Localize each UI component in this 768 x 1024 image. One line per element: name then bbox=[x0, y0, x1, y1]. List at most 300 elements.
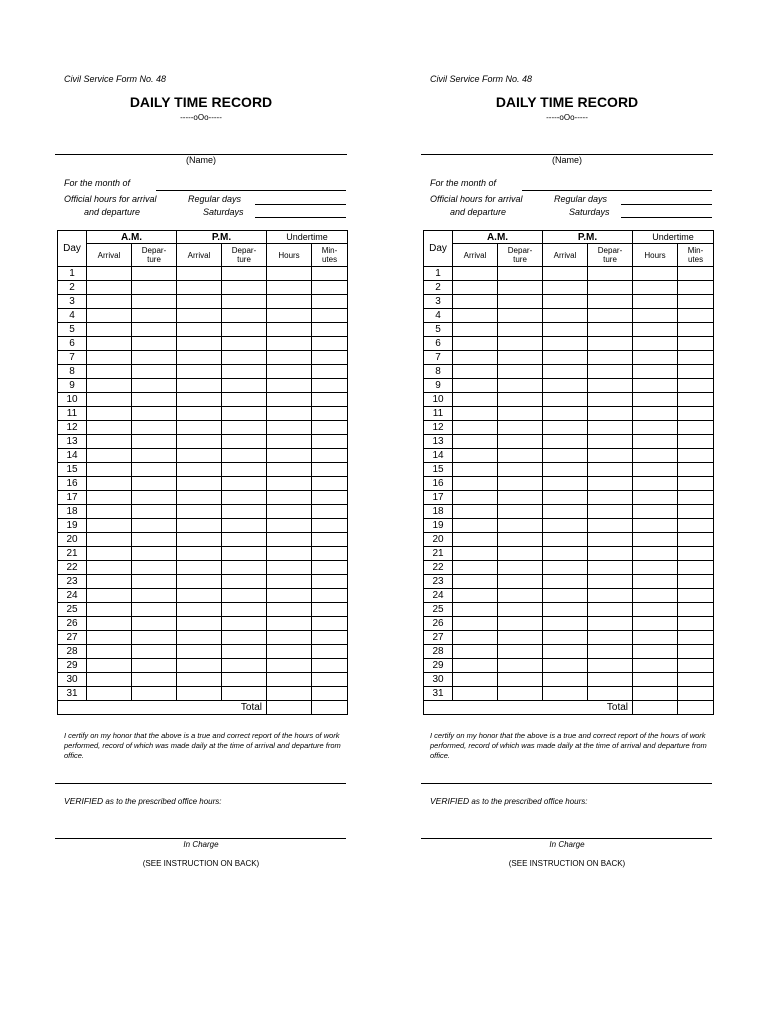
am-departure-cell[interactable] bbox=[132, 421, 177, 435]
pm-arrival-cell[interactable] bbox=[177, 477, 222, 491]
pm-departure-cell[interactable] bbox=[588, 351, 633, 365]
undertime-minutes-cell[interactable] bbox=[312, 449, 348, 463]
undertime-minutes-cell[interactable] bbox=[312, 267, 348, 281]
saturdays-field[interactable] bbox=[621, 217, 712, 218]
undertime-minutes-cell[interactable] bbox=[312, 477, 348, 491]
am-arrival-cell[interactable] bbox=[453, 603, 498, 617]
undertime-hours-cell[interactable] bbox=[633, 295, 678, 309]
employee-signature-line[interactable] bbox=[421, 783, 712, 784]
pm-departure-cell[interactable] bbox=[588, 575, 633, 589]
am-arrival-cell[interactable] bbox=[87, 603, 132, 617]
am-arrival-cell[interactable] bbox=[87, 645, 132, 659]
pm-departure-cell[interactable] bbox=[588, 365, 633, 379]
undertime-minutes-cell[interactable] bbox=[678, 449, 714, 463]
undertime-hours-cell[interactable] bbox=[267, 435, 312, 449]
undertime-minutes-cell[interactable] bbox=[678, 295, 714, 309]
in-charge-signature-line[interactable] bbox=[55, 838, 346, 839]
am-arrival-cell[interactable] bbox=[87, 393, 132, 407]
undertime-hours-cell[interactable] bbox=[633, 589, 678, 603]
am-departure-cell[interactable] bbox=[498, 393, 543, 407]
am-departure-cell[interactable] bbox=[498, 295, 543, 309]
am-arrival-cell[interactable] bbox=[87, 631, 132, 645]
am-arrival-cell[interactable] bbox=[453, 281, 498, 295]
pm-arrival-cell[interactable] bbox=[543, 393, 588, 407]
total-hours-cell[interactable] bbox=[267, 701, 312, 715]
undertime-minutes-cell[interactable] bbox=[312, 337, 348, 351]
am-arrival-cell[interactable] bbox=[87, 617, 132, 631]
pm-departure-cell[interactable] bbox=[222, 519, 267, 533]
undertime-hours-cell[interactable] bbox=[633, 491, 678, 505]
pm-arrival-cell[interactable] bbox=[543, 589, 588, 603]
am-departure-cell[interactable] bbox=[498, 351, 543, 365]
pm-departure-cell[interactable] bbox=[222, 295, 267, 309]
am-arrival-cell[interactable] bbox=[453, 673, 498, 687]
pm-arrival-cell[interactable] bbox=[543, 659, 588, 673]
undertime-minutes-cell[interactable] bbox=[678, 533, 714, 547]
pm-arrival-cell[interactable] bbox=[177, 407, 222, 421]
pm-departure-cell[interactable] bbox=[222, 407, 267, 421]
pm-departure-cell[interactable] bbox=[588, 631, 633, 645]
pm-arrival-cell[interactable] bbox=[177, 491, 222, 505]
am-arrival-cell[interactable] bbox=[453, 505, 498, 519]
undertime-minutes-cell[interactable] bbox=[312, 365, 348, 379]
pm-arrival-cell[interactable] bbox=[177, 589, 222, 603]
pm-departure-cell[interactable] bbox=[588, 491, 633, 505]
am-arrival-cell[interactable] bbox=[87, 351, 132, 365]
am-departure-cell[interactable] bbox=[498, 505, 543, 519]
total-minutes-cell[interactable] bbox=[678, 701, 714, 715]
am-departure-cell[interactable] bbox=[132, 323, 177, 337]
pm-arrival-cell[interactable] bbox=[177, 393, 222, 407]
pm-departure-cell[interactable] bbox=[588, 393, 633, 407]
pm-arrival-cell[interactable] bbox=[543, 533, 588, 547]
undertime-minutes-cell[interactable] bbox=[312, 435, 348, 449]
am-departure-cell[interactable] bbox=[132, 407, 177, 421]
am-arrival-cell[interactable] bbox=[87, 561, 132, 575]
am-arrival-cell[interactable] bbox=[453, 659, 498, 673]
undertime-hours-cell[interactable] bbox=[267, 393, 312, 407]
am-departure-cell[interactable] bbox=[132, 477, 177, 491]
undertime-hours-cell[interactable] bbox=[267, 505, 312, 519]
pm-departure-cell[interactable] bbox=[222, 505, 267, 519]
month-field[interactable] bbox=[156, 190, 346, 191]
pm-arrival-cell[interactable] bbox=[543, 351, 588, 365]
am-arrival-cell[interactable] bbox=[453, 589, 498, 603]
am-departure-cell[interactable] bbox=[498, 337, 543, 351]
am-departure-cell[interactable] bbox=[132, 645, 177, 659]
pm-arrival-cell[interactable] bbox=[177, 519, 222, 533]
pm-departure-cell[interactable] bbox=[588, 659, 633, 673]
pm-arrival-cell[interactable] bbox=[543, 309, 588, 323]
undertime-minutes-cell[interactable] bbox=[312, 561, 348, 575]
undertime-minutes-cell[interactable] bbox=[312, 351, 348, 365]
am-arrival-cell[interactable] bbox=[453, 463, 498, 477]
undertime-hours-cell[interactable] bbox=[267, 673, 312, 687]
pm-arrival-cell[interactable] bbox=[543, 267, 588, 281]
pm-arrival-cell[interactable] bbox=[543, 561, 588, 575]
undertime-minutes-cell[interactable] bbox=[678, 365, 714, 379]
undertime-hours-cell[interactable] bbox=[267, 659, 312, 673]
pm-arrival-cell[interactable] bbox=[543, 295, 588, 309]
pm-departure-cell[interactable] bbox=[222, 561, 267, 575]
undertime-hours-cell[interactable] bbox=[633, 547, 678, 561]
undertime-minutes-cell[interactable] bbox=[312, 295, 348, 309]
am-departure-cell[interactable] bbox=[132, 463, 177, 477]
undertime-hours-cell[interactable] bbox=[267, 603, 312, 617]
undertime-hours-cell[interactable] bbox=[267, 631, 312, 645]
undertime-minutes-cell[interactable] bbox=[312, 393, 348, 407]
pm-departure-cell[interactable] bbox=[222, 281, 267, 295]
pm-arrival-cell[interactable] bbox=[177, 351, 222, 365]
pm-arrival-cell[interactable] bbox=[177, 267, 222, 281]
undertime-hours-cell[interactable] bbox=[267, 575, 312, 589]
pm-arrival-cell[interactable] bbox=[543, 673, 588, 687]
am-arrival-cell[interactable] bbox=[87, 435, 132, 449]
pm-departure-cell[interactable] bbox=[222, 547, 267, 561]
am-departure-cell[interactable] bbox=[498, 421, 543, 435]
am-arrival-cell[interactable] bbox=[87, 673, 132, 687]
pm-arrival-cell[interactable] bbox=[543, 421, 588, 435]
undertime-minutes-cell[interactable] bbox=[312, 673, 348, 687]
am-departure-cell[interactable] bbox=[498, 379, 543, 393]
undertime-hours-cell[interactable] bbox=[633, 463, 678, 477]
pm-arrival-cell[interactable] bbox=[177, 547, 222, 561]
am-departure-cell[interactable] bbox=[132, 533, 177, 547]
am-arrival-cell[interactable] bbox=[453, 449, 498, 463]
undertime-hours-cell[interactable] bbox=[267, 589, 312, 603]
undertime-minutes-cell[interactable] bbox=[678, 281, 714, 295]
undertime-minutes-cell[interactable] bbox=[312, 407, 348, 421]
undertime-minutes-cell[interactable] bbox=[678, 337, 714, 351]
am-departure-cell[interactable] bbox=[132, 379, 177, 393]
am-arrival-cell[interactable] bbox=[453, 295, 498, 309]
undertime-hours-cell[interactable] bbox=[633, 561, 678, 575]
am-departure-cell[interactable] bbox=[132, 631, 177, 645]
undertime-minutes-cell[interactable] bbox=[678, 435, 714, 449]
pm-departure-cell[interactable] bbox=[588, 673, 633, 687]
pm-departure-cell[interactable] bbox=[588, 309, 633, 323]
am-departure-cell[interactable] bbox=[498, 659, 543, 673]
pm-departure-cell[interactable] bbox=[588, 687, 633, 701]
undertime-hours-cell[interactable] bbox=[267, 561, 312, 575]
undertime-minutes-cell[interactable] bbox=[678, 575, 714, 589]
am-arrival-cell[interactable] bbox=[453, 393, 498, 407]
undertime-hours-cell[interactable] bbox=[267, 379, 312, 393]
in-charge-signature-line[interactable] bbox=[421, 838, 712, 839]
undertime-minutes-cell[interactable] bbox=[312, 491, 348, 505]
undertime-hours-cell[interactable] bbox=[267, 337, 312, 351]
am-departure-cell[interactable] bbox=[132, 617, 177, 631]
pm-arrival-cell[interactable] bbox=[543, 645, 588, 659]
pm-departure-cell[interactable] bbox=[588, 421, 633, 435]
undertime-minutes-cell[interactable] bbox=[312, 505, 348, 519]
total-hours-cell[interactable] bbox=[633, 701, 678, 715]
am-arrival-cell[interactable] bbox=[453, 337, 498, 351]
pm-departure-cell[interactable] bbox=[588, 477, 633, 491]
pm-departure-cell[interactable] bbox=[222, 351, 267, 365]
am-arrival-cell[interactable] bbox=[453, 561, 498, 575]
am-arrival-cell[interactable] bbox=[87, 337, 132, 351]
am-departure-cell[interactable] bbox=[132, 281, 177, 295]
undertime-hours-cell[interactable] bbox=[267, 267, 312, 281]
undertime-hours-cell[interactable] bbox=[633, 393, 678, 407]
am-departure-cell[interactable] bbox=[132, 687, 177, 701]
am-arrival-cell[interactable] bbox=[453, 547, 498, 561]
pm-departure-cell[interactable] bbox=[588, 645, 633, 659]
am-arrival-cell[interactable] bbox=[453, 491, 498, 505]
undertime-hours-cell[interactable] bbox=[633, 309, 678, 323]
am-arrival-cell[interactable] bbox=[453, 575, 498, 589]
undertime-minutes-cell[interactable] bbox=[312, 547, 348, 561]
pm-departure-cell[interactable] bbox=[222, 421, 267, 435]
am-arrival-cell[interactable] bbox=[87, 575, 132, 589]
am-departure-cell[interactable] bbox=[132, 351, 177, 365]
am-arrival-cell[interactable] bbox=[453, 631, 498, 645]
pm-arrival-cell[interactable] bbox=[177, 505, 222, 519]
pm-departure-cell[interactable] bbox=[222, 309, 267, 323]
undertime-hours-cell[interactable] bbox=[633, 631, 678, 645]
pm-arrival-cell[interactable] bbox=[543, 407, 588, 421]
undertime-minutes-cell[interactable] bbox=[312, 659, 348, 673]
am-departure-cell[interactable] bbox=[498, 561, 543, 575]
am-departure-cell[interactable] bbox=[498, 449, 543, 463]
pm-departure-cell[interactable] bbox=[222, 673, 267, 687]
pm-departure-cell[interactable] bbox=[588, 379, 633, 393]
pm-departure-cell[interactable] bbox=[222, 267, 267, 281]
undertime-hours-cell[interactable] bbox=[267, 281, 312, 295]
undertime-minutes-cell[interactable] bbox=[678, 323, 714, 337]
undertime-hours-cell[interactable] bbox=[633, 617, 678, 631]
pm-arrival-cell[interactable] bbox=[543, 603, 588, 617]
undertime-minutes-cell[interactable] bbox=[678, 379, 714, 393]
undertime-hours-cell[interactable] bbox=[267, 309, 312, 323]
am-arrival-cell[interactable] bbox=[87, 505, 132, 519]
am-arrival-cell[interactable] bbox=[87, 477, 132, 491]
pm-arrival-cell[interactable] bbox=[177, 631, 222, 645]
undertime-hours-cell[interactable] bbox=[267, 547, 312, 561]
undertime-minutes-cell[interactable] bbox=[312, 575, 348, 589]
pm-arrival-cell[interactable] bbox=[177, 575, 222, 589]
pm-departure-cell[interactable] bbox=[222, 687, 267, 701]
am-departure-cell[interactable] bbox=[498, 365, 543, 379]
am-departure-cell[interactable] bbox=[498, 309, 543, 323]
undertime-minutes-cell[interactable] bbox=[312, 379, 348, 393]
pm-arrival-cell[interactable] bbox=[543, 547, 588, 561]
am-departure-cell[interactable] bbox=[498, 603, 543, 617]
regular-days-field[interactable] bbox=[621, 204, 712, 205]
am-departure-cell[interactable] bbox=[132, 589, 177, 603]
am-departure-cell[interactable] bbox=[498, 477, 543, 491]
pm-departure-cell[interactable] bbox=[588, 463, 633, 477]
pm-arrival-cell[interactable] bbox=[177, 323, 222, 337]
am-arrival-cell[interactable] bbox=[87, 309, 132, 323]
pm-departure-cell[interactable] bbox=[588, 589, 633, 603]
undertime-hours-cell[interactable] bbox=[633, 687, 678, 701]
undertime-minutes-cell[interactable] bbox=[312, 519, 348, 533]
pm-departure-cell[interactable] bbox=[588, 295, 633, 309]
am-arrival-cell[interactable] bbox=[453, 379, 498, 393]
am-arrival-cell[interactable] bbox=[453, 309, 498, 323]
am-arrival-cell[interactable] bbox=[87, 421, 132, 435]
pm-arrival-cell[interactable] bbox=[543, 323, 588, 337]
undertime-minutes-cell[interactable] bbox=[312, 687, 348, 701]
undertime-minutes-cell[interactable] bbox=[678, 309, 714, 323]
undertime-hours-cell[interactable] bbox=[267, 519, 312, 533]
undertime-hours-cell[interactable] bbox=[267, 477, 312, 491]
am-departure-cell[interactable] bbox=[132, 505, 177, 519]
am-departure-cell[interactable] bbox=[498, 267, 543, 281]
pm-departure-cell[interactable] bbox=[222, 477, 267, 491]
undertime-hours-cell[interactable] bbox=[267, 687, 312, 701]
am-departure-cell[interactable] bbox=[498, 617, 543, 631]
am-arrival-cell[interactable] bbox=[87, 295, 132, 309]
undertime-minutes-cell[interactable] bbox=[312, 533, 348, 547]
pm-arrival-cell[interactable] bbox=[177, 673, 222, 687]
am-departure-cell[interactable] bbox=[132, 393, 177, 407]
am-arrival-cell[interactable] bbox=[87, 687, 132, 701]
am-departure-cell[interactable] bbox=[498, 673, 543, 687]
am-arrival-cell[interactable] bbox=[87, 449, 132, 463]
pm-departure-cell[interactable] bbox=[222, 589, 267, 603]
pm-departure-cell[interactable] bbox=[222, 323, 267, 337]
undertime-minutes-cell[interactable] bbox=[678, 631, 714, 645]
undertime-hours-cell[interactable] bbox=[633, 603, 678, 617]
pm-arrival-cell[interactable] bbox=[543, 449, 588, 463]
pm-departure-cell[interactable] bbox=[222, 449, 267, 463]
pm-departure-cell[interactable] bbox=[222, 575, 267, 589]
undertime-minutes-cell[interactable] bbox=[312, 323, 348, 337]
am-arrival-cell[interactable] bbox=[453, 477, 498, 491]
am-departure-cell[interactable] bbox=[132, 435, 177, 449]
am-departure-cell[interactable] bbox=[498, 491, 543, 505]
am-departure-cell[interactable] bbox=[132, 491, 177, 505]
am-departure-cell[interactable] bbox=[498, 589, 543, 603]
am-arrival-cell[interactable] bbox=[87, 379, 132, 393]
pm-departure-cell[interactable] bbox=[222, 393, 267, 407]
am-arrival-cell[interactable] bbox=[453, 365, 498, 379]
am-arrival-cell[interactable] bbox=[453, 323, 498, 337]
am-departure-cell[interactable] bbox=[132, 603, 177, 617]
undertime-hours-cell[interactable] bbox=[633, 477, 678, 491]
am-departure-cell[interactable] bbox=[132, 449, 177, 463]
undertime-minutes-cell[interactable] bbox=[678, 603, 714, 617]
pm-arrival-cell[interactable] bbox=[177, 533, 222, 547]
am-departure-cell[interactable] bbox=[498, 281, 543, 295]
pm-arrival-cell[interactable] bbox=[543, 281, 588, 295]
am-departure-cell[interactable] bbox=[498, 435, 543, 449]
undertime-minutes-cell[interactable] bbox=[312, 617, 348, 631]
am-arrival-cell[interactable] bbox=[87, 463, 132, 477]
pm-departure-cell[interactable] bbox=[588, 547, 633, 561]
undertime-hours-cell[interactable] bbox=[633, 323, 678, 337]
undertime-minutes-cell[interactable] bbox=[678, 589, 714, 603]
undertime-hours-cell[interactable] bbox=[267, 533, 312, 547]
pm-arrival-cell[interactable] bbox=[543, 435, 588, 449]
pm-arrival-cell[interactable] bbox=[177, 309, 222, 323]
pm-departure-cell[interactable] bbox=[588, 337, 633, 351]
pm-arrival-cell[interactable] bbox=[543, 463, 588, 477]
am-arrival-cell[interactable] bbox=[87, 659, 132, 673]
pm-arrival-cell[interactable] bbox=[543, 505, 588, 519]
am-arrival-cell[interactable] bbox=[453, 351, 498, 365]
undertime-hours-cell[interactable] bbox=[267, 323, 312, 337]
undertime-hours-cell[interactable] bbox=[267, 421, 312, 435]
undertime-hours-cell[interactable] bbox=[633, 337, 678, 351]
total-minutes-cell[interactable] bbox=[312, 701, 348, 715]
undertime-hours-cell[interactable] bbox=[267, 645, 312, 659]
undertime-hours-cell[interactable] bbox=[267, 295, 312, 309]
pm-departure-cell[interactable] bbox=[588, 617, 633, 631]
am-departure-cell[interactable] bbox=[498, 407, 543, 421]
pm-departure-cell[interactable] bbox=[222, 337, 267, 351]
am-arrival-cell[interactable] bbox=[87, 281, 132, 295]
pm-arrival-cell[interactable] bbox=[543, 519, 588, 533]
am-arrival-cell[interactable] bbox=[453, 407, 498, 421]
undertime-minutes-cell[interactable] bbox=[678, 421, 714, 435]
am-departure-cell[interactable] bbox=[498, 687, 543, 701]
undertime-hours-cell[interactable] bbox=[267, 491, 312, 505]
pm-departure-cell[interactable] bbox=[588, 561, 633, 575]
am-arrival-cell[interactable] bbox=[453, 533, 498, 547]
am-departure-cell[interactable] bbox=[132, 561, 177, 575]
am-arrival-cell[interactable] bbox=[87, 407, 132, 421]
pm-arrival-cell[interactable] bbox=[177, 379, 222, 393]
am-arrival-cell[interactable] bbox=[87, 547, 132, 561]
pm-departure-cell[interactable] bbox=[222, 463, 267, 477]
am-departure-cell[interactable] bbox=[498, 323, 543, 337]
am-departure-cell[interactable] bbox=[132, 365, 177, 379]
pm-arrival-cell[interactable] bbox=[177, 687, 222, 701]
undertime-hours-cell[interactable] bbox=[633, 407, 678, 421]
am-departure-cell[interactable] bbox=[132, 673, 177, 687]
undertime-hours-cell[interactable] bbox=[633, 421, 678, 435]
pm-arrival-cell[interactable] bbox=[543, 379, 588, 393]
pm-departure-cell[interactable] bbox=[588, 449, 633, 463]
undertime-minutes-cell[interactable] bbox=[312, 589, 348, 603]
undertime-minutes-cell[interactable] bbox=[312, 421, 348, 435]
pm-departure-cell[interactable] bbox=[222, 659, 267, 673]
am-departure-cell[interactable] bbox=[498, 519, 543, 533]
pm-arrival-cell[interactable] bbox=[177, 281, 222, 295]
undertime-hours-cell[interactable] bbox=[633, 267, 678, 281]
undertime-hours-cell[interactable] bbox=[633, 519, 678, 533]
saturdays-field[interactable] bbox=[255, 217, 346, 218]
undertime-minutes-cell[interactable] bbox=[678, 687, 714, 701]
pm-departure-cell[interactable] bbox=[222, 603, 267, 617]
undertime-hours-cell[interactable] bbox=[633, 575, 678, 589]
am-arrival-cell[interactable] bbox=[453, 519, 498, 533]
undertime-minutes-cell[interactable] bbox=[678, 519, 714, 533]
pm-arrival-cell[interactable] bbox=[177, 365, 222, 379]
pm-arrival-cell[interactable] bbox=[543, 477, 588, 491]
am-arrival-cell[interactable] bbox=[87, 533, 132, 547]
am-arrival-cell[interactable] bbox=[87, 267, 132, 281]
pm-arrival-cell[interactable] bbox=[177, 645, 222, 659]
am-departure-cell[interactable] bbox=[132, 547, 177, 561]
pm-arrival-cell[interactable] bbox=[543, 337, 588, 351]
am-departure-cell[interactable] bbox=[498, 547, 543, 561]
pm-arrival-cell[interactable] bbox=[543, 687, 588, 701]
pm-departure-cell[interactable] bbox=[222, 617, 267, 631]
undertime-minutes-cell[interactable] bbox=[678, 659, 714, 673]
undertime-hours-cell[interactable] bbox=[633, 435, 678, 449]
pm-departure-cell[interactable] bbox=[222, 533, 267, 547]
pm-departure-cell[interactable] bbox=[222, 491, 267, 505]
undertime-hours-cell[interactable] bbox=[633, 449, 678, 463]
undertime-hours-cell[interactable] bbox=[267, 407, 312, 421]
am-arrival-cell[interactable] bbox=[87, 365, 132, 379]
am-departure-cell[interactable] bbox=[498, 463, 543, 477]
